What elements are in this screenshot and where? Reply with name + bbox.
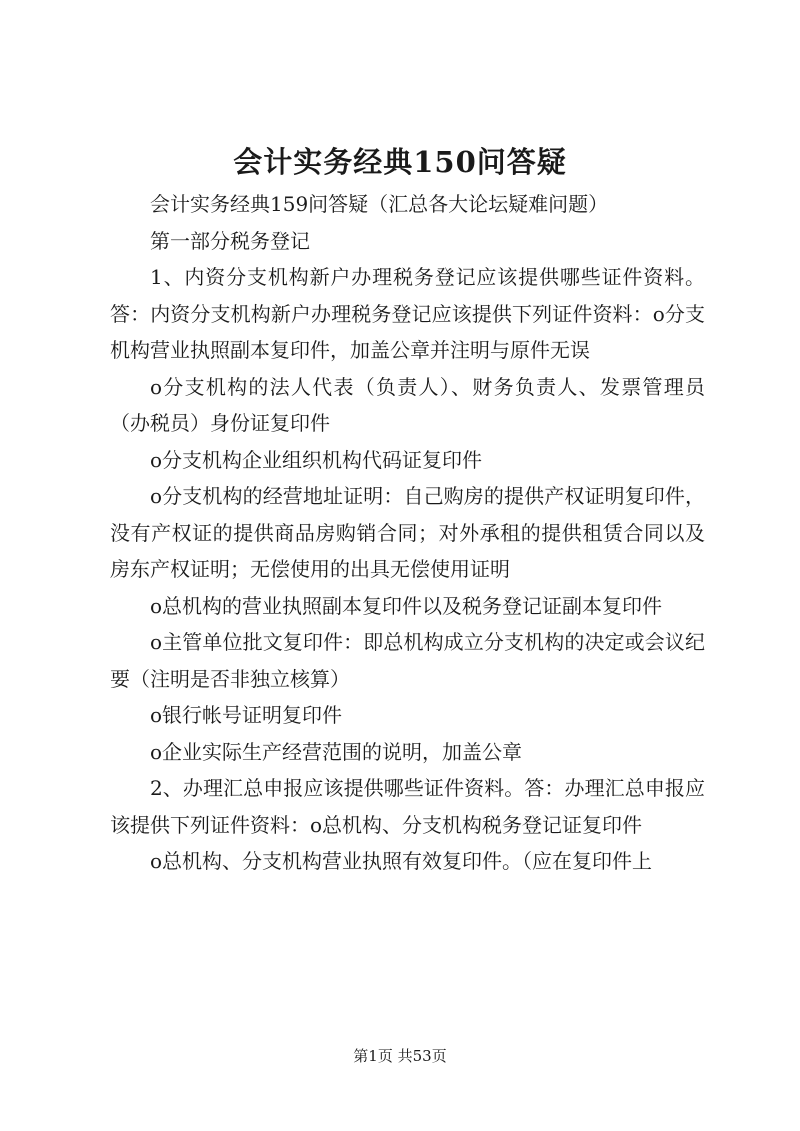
page-footer: 第1页 共53页: [353, 1047, 447, 1065]
paragraph: o总机构的营业执照副本复印件以及税务登记证副本复印件: [150, 593, 663, 618]
document-title: 会计实务经典150问答疑: [233, 145, 567, 179]
paragraph: 1、内资分支机构新户办理税务登记应该提供哪些证件资料。答：内资分支机构新户办理税务登记应该提供下列证件资料：o分支机构营业执照副本复印件，加盖公章并注明与原件无误: [110, 265, 705, 362]
paragraph: o分支机构企业组织机构代码证复印件: [150, 447, 483, 472]
document-body: [110, 186, 705, 880]
paragraph: o主管单位批文复印件：即总机构成立分支机构的决定或会议纪要（注明是否非独立核算）: [110, 630, 705, 691]
paragraph: o企业实际生产经营范围的说明，加盖公章: [150, 739, 523, 764]
paragraph: o分支机构的经营地址证明：自己购房的提供产权证明复印件，没有产权证的提供商品房购销合同；对外承租的提供租赁合同以及房东产权证明；无偿使用的出具无偿使用证明: [110, 484, 705, 581]
paragraph: 会计实务经典159问答疑（汇总各大论坛疑难问题）: [150, 192, 609, 216]
paragraph: o总机构、分支机构营业执照有效复印件。（应在复印件上: [150, 849, 653, 873]
paragraph: o银行帐号证明复印件: [150, 703, 343, 727]
paragraph: 第一部分税务登记: [150, 228, 310, 253]
paragraph: o分支机构的法人代表（负责人）、财务负责人、发票管理员（办税员）身份证复印件: [110, 374, 705, 435]
paragraph: 2、办理汇总申报应该提供哪些证件资料。答：办理汇总申报应该提供下列证件资料：o总机构、分支机构税务登记证复印件: [110, 776, 705, 837]
